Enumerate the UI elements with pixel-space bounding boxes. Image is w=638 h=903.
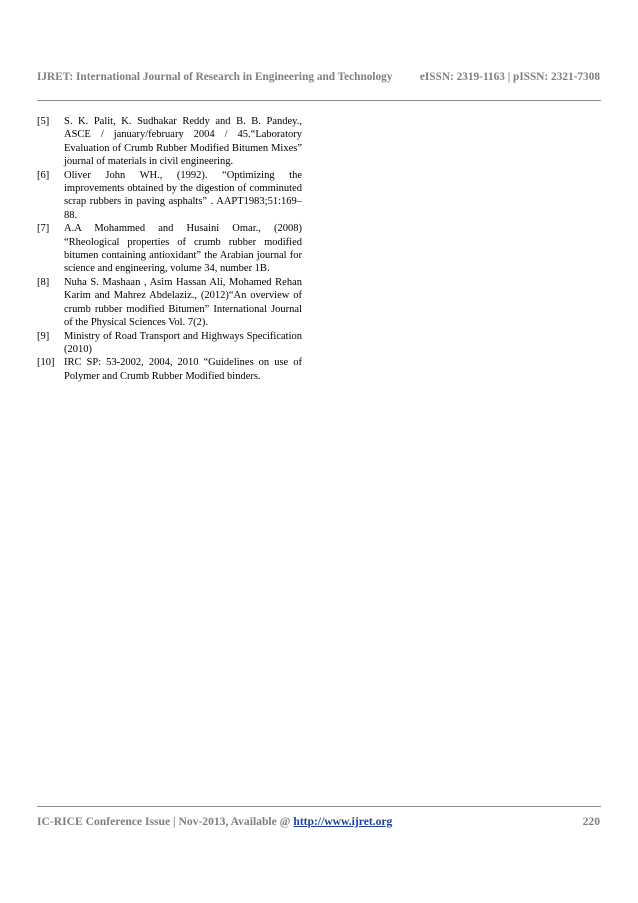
reference-text: S. K. Palit, K. Sudhakar Reddy and B. B. Pandey., ASCE / january/february 2004 / 45.“Laboratory Evaluation of Crumb Rubber Modified Bitumen Mixes” journal of materials in civil engineering. <box>64 116 302 168</box>
reference-number: [5] <box>37 116 50 127</box>
footer-divider <box>37 806 601 807</box>
page-footer <box>37 815 600 828</box>
reference-number: [9] <box>37 330 50 342</box>
reference-number: [7] <box>37 223 50 235</box>
issn-info: eISSN: 2319-1163 | pISSN: 2321-7308 <box>419 71 600 83</box>
reference-text: A.A Mohammed and Husaini Omar., (2008) “Rheological properties of crumb rubber modified bitumen containing antioxidant” the Arabian journal for science and engineering, volume 34, number 1B. <box>64 223 302 275</box>
reference-item <box>37 169 302 223</box>
reference-item <box>37 276 302 330</box>
reference-text: Oliver John WH., (1992). “Optimizing the improvements obtained by the digestion of comminuted scrap rubbers in paving asphalts” . AAPT1983;51:169–88. <box>64 169 302 221</box>
reference-item <box>37 330 302 357</box>
conference-info: IC-RICE Conference Issue | Nov-2013, Available @ <box>37 815 294 828</box>
journal-title: IJRET: International Journal of Research in Engineering and Technology <box>37 71 393 83</box>
reference-number: [8] <box>37 276 50 288</box>
reference-list <box>37 115 302 383</box>
footer-left <box>37 815 392 828</box>
page-header <box>37 71 600 83</box>
page-number: 220 <box>582 815 600 828</box>
reference-item <box>37 115 302 169</box>
reference-number: [6] <box>37 169 50 181</box>
reference-text: Nuha S. Mashaan , Asim Hassan Ali, Mohamed Rehan Karim and Mahrez Abdelaziz., (2012)“An overview of crumb rubber modified Bitumen” International Journal of the Physical Sciences Vol. 7(2). <box>64 276 302 329</box>
header-divider <box>37 100 601 101</box>
reference-item <box>37 222 302 276</box>
reference-number: [10] <box>37 357 55 369</box>
reference-text: Ministry of Road Transport and Highways Specification (2010) <box>64 330 302 355</box>
reference-text: IRC SP: 53-2002, 2004, 2010 “Guidelines on use of Polymer and Crumb Rubber Modified binders. <box>64 357 302 382</box>
reference-item <box>37 356 302 383</box>
journal-link[interactable]: http://www.ijret.org <box>293 815 393 828</box>
